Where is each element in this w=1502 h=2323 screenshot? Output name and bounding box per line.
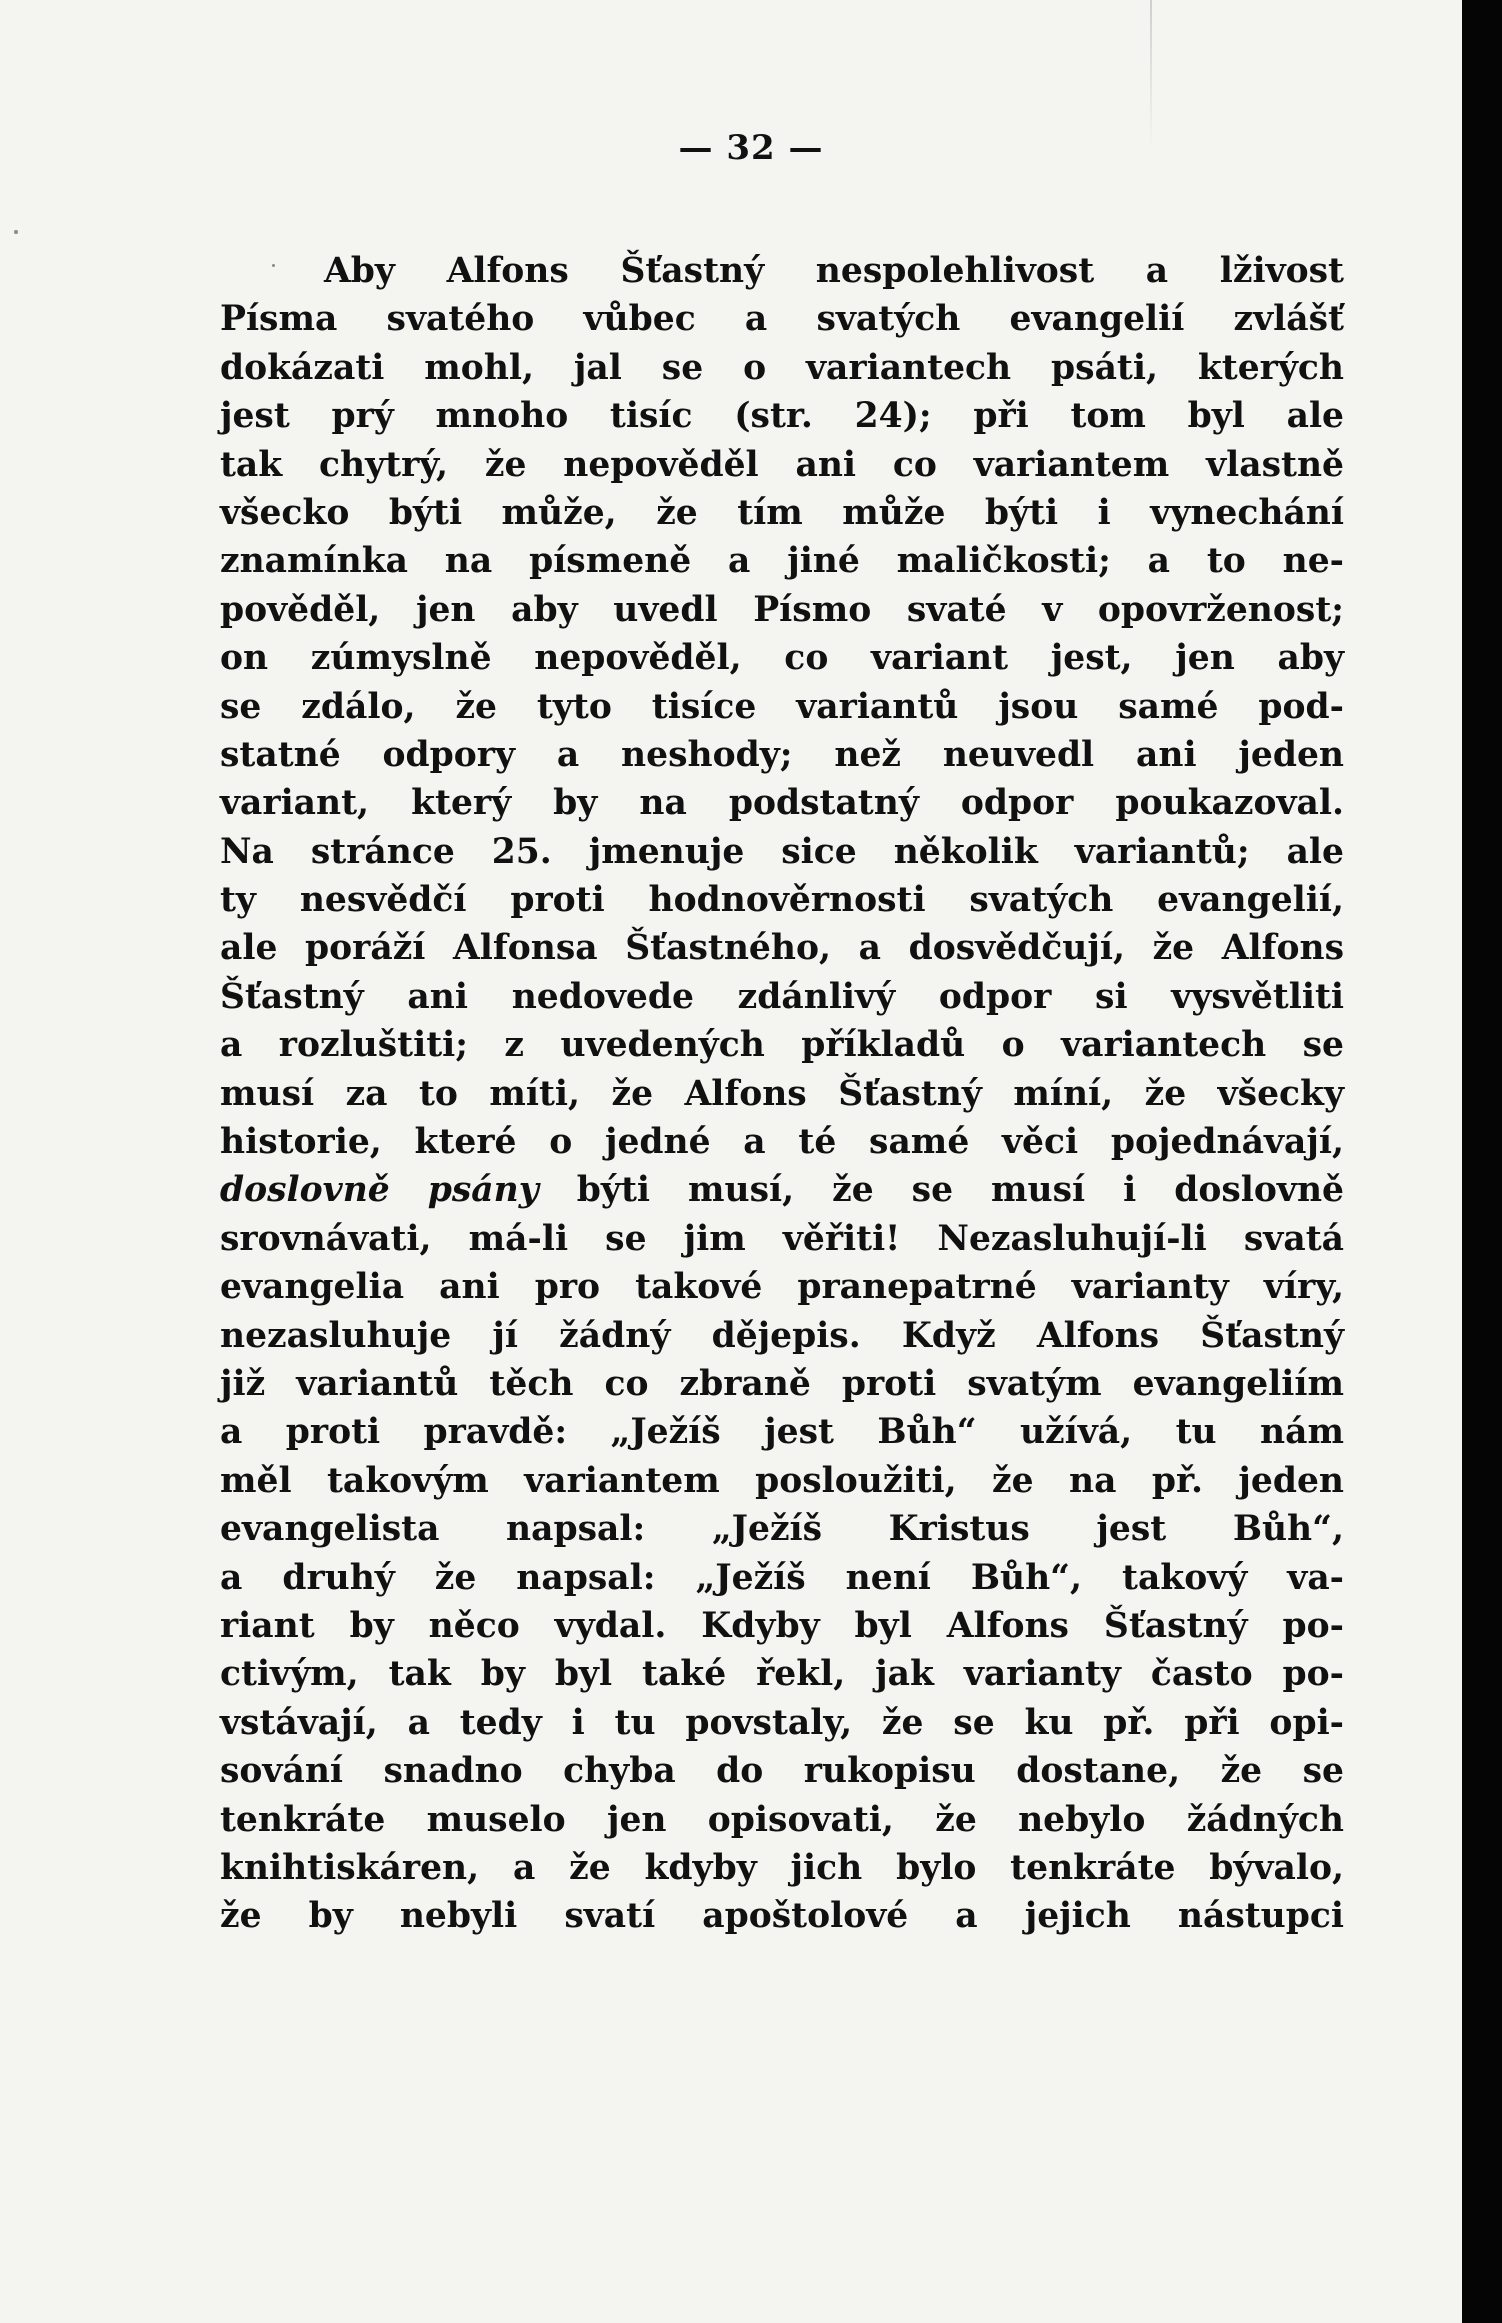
text-line: již variantů těch co zbraně proti svatým evangeliím	[220, 1363, 1344, 1404]
paper-speck	[14, 230, 18, 234]
text-line: dokázati mohl, jal se o variantech psáti, kterých	[220, 347, 1344, 388]
text-line: ale poráží Alfonsa Šťastného, a dosvědčují, že Alfons	[220, 928, 1344, 969]
text-line: sování snadno chyba do rukopisu dostane, že se	[220, 1751, 1344, 1792]
text-line: znamínka na písmeně a jiné maličkosti; a to ne-	[220, 541, 1344, 582]
text-line: nezasluhuje jí žádný dějepis. Když Alfons Šťastný	[220, 1315, 1344, 1356]
text-line: vstávají, a tedy i tu povstaly, že se ku př. při opi-	[220, 1702, 1344, 1743]
scan-edge	[1462, 0, 1502, 2323]
text-line: evangelista napsal: „Ježíš Kristus jest Bůh“,	[220, 1509, 1344, 1550]
text-line: a druhý že napsal: „Ježíš není Bůh“, takový va-	[220, 1557, 1344, 1598]
italic-emphasis: doslovně psány	[220, 1170, 539, 1211]
text-line: Šťastný ani nedovede zdánlivý odpor si vysvětliti	[220, 976, 1344, 1017]
text-line: statné odpory a neshody; než neuvedl ani jeden	[220, 734, 1344, 775]
text-line-italic-phrase	[220, 1166, 1344, 1214]
body-text	[220, 247, 1344, 1941]
text-line: evangelia ani pro takové pranepatrné varianty víry,	[220, 1267, 1344, 1308]
text-line: tak chytrý, že nepověděl ani co variantem vlastně	[220, 444, 1344, 485]
text-line: historie, které o jedné a té samé věci pojednávají,	[220, 1122, 1344, 1163]
text-line: knihtiskáren, a že kdyby jich bylo tenkráte bývalo,	[220, 1847, 1344, 1888]
text-line: a proti pravdě: „Ježíš jest Bůh“ užívá, tu nám	[220, 1412, 1344, 1453]
text-line: všecko býti může, že tím může býti i vynechání	[220, 492, 1344, 533]
text-line: Písma svatého vůbec a svatých evangelií zvlášť	[220, 299, 1344, 340]
text-line: Na stránce 25. jmenuje sice několik variantů; ale	[220, 831, 1344, 872]
text-line: riant by něco vydal. Kdyby byl Alfons Šťastný po-	[220, 1605, 1344, 1646]
text-line: jest prý mnoho tisíc (str. 24); při tom byl ale	[220, 396, 1344, 437]
text-line: srovnávati, má-li se jim věřiti! Nezasluhují-li svatá	[220, 1218, 1344, 1259]
text-line: tenkráte muselo jen opisovati, že nebylo žádných	[220, 1799, 1344, 1840]
text-line: ctivým, tak by byl také řekl, jak varianty často po-	[220, 1654, 1344, 1695]
text-line: ty nesvědčí proti hodnověrnosti svatých evangelií,	[220, 880, 1344, 921]
text-line: že by nebyli svatí apoštolové a jejich nástupci	[220, 1896, 1344, 1937]
text-line: měl takovým variantem posloužiti, že na př. jeden	[220, 1460, 1344, 1501]
page-number: — 32 —	[678, 128, 824, 168]
text-line: Aby Alfons Šťastný nespolehlivost a lživost	[324, 251, 1344, 291]
text-line: pověděl, jen aby uvedl Písmo svaté v opovrženost;	[220, 589, 1344, 630]
text-line: musí za to míti, že Alfons Šťastný míní, že všecky	[220, 1073, 1344, 1114]
text-line: se zdálo, že tyto tisíce variantů jsou samé pod-	[220, 686, 1344, 727]
text-line: on zúmyslně nepověděl, co variant jest, jen aby	[220, 638, 1344, 679]
text-line-rest: býti musí, že se musí i doslovně	[538, 1170, 1345, 1211]
text-line: a rozluštiti; z uvedených příkladů o variantech se	[220, 1025, 1344, 1066]
text-line: variant, který by na podstatný odpor poukazoval.	[220, 783, 1344, 824]
